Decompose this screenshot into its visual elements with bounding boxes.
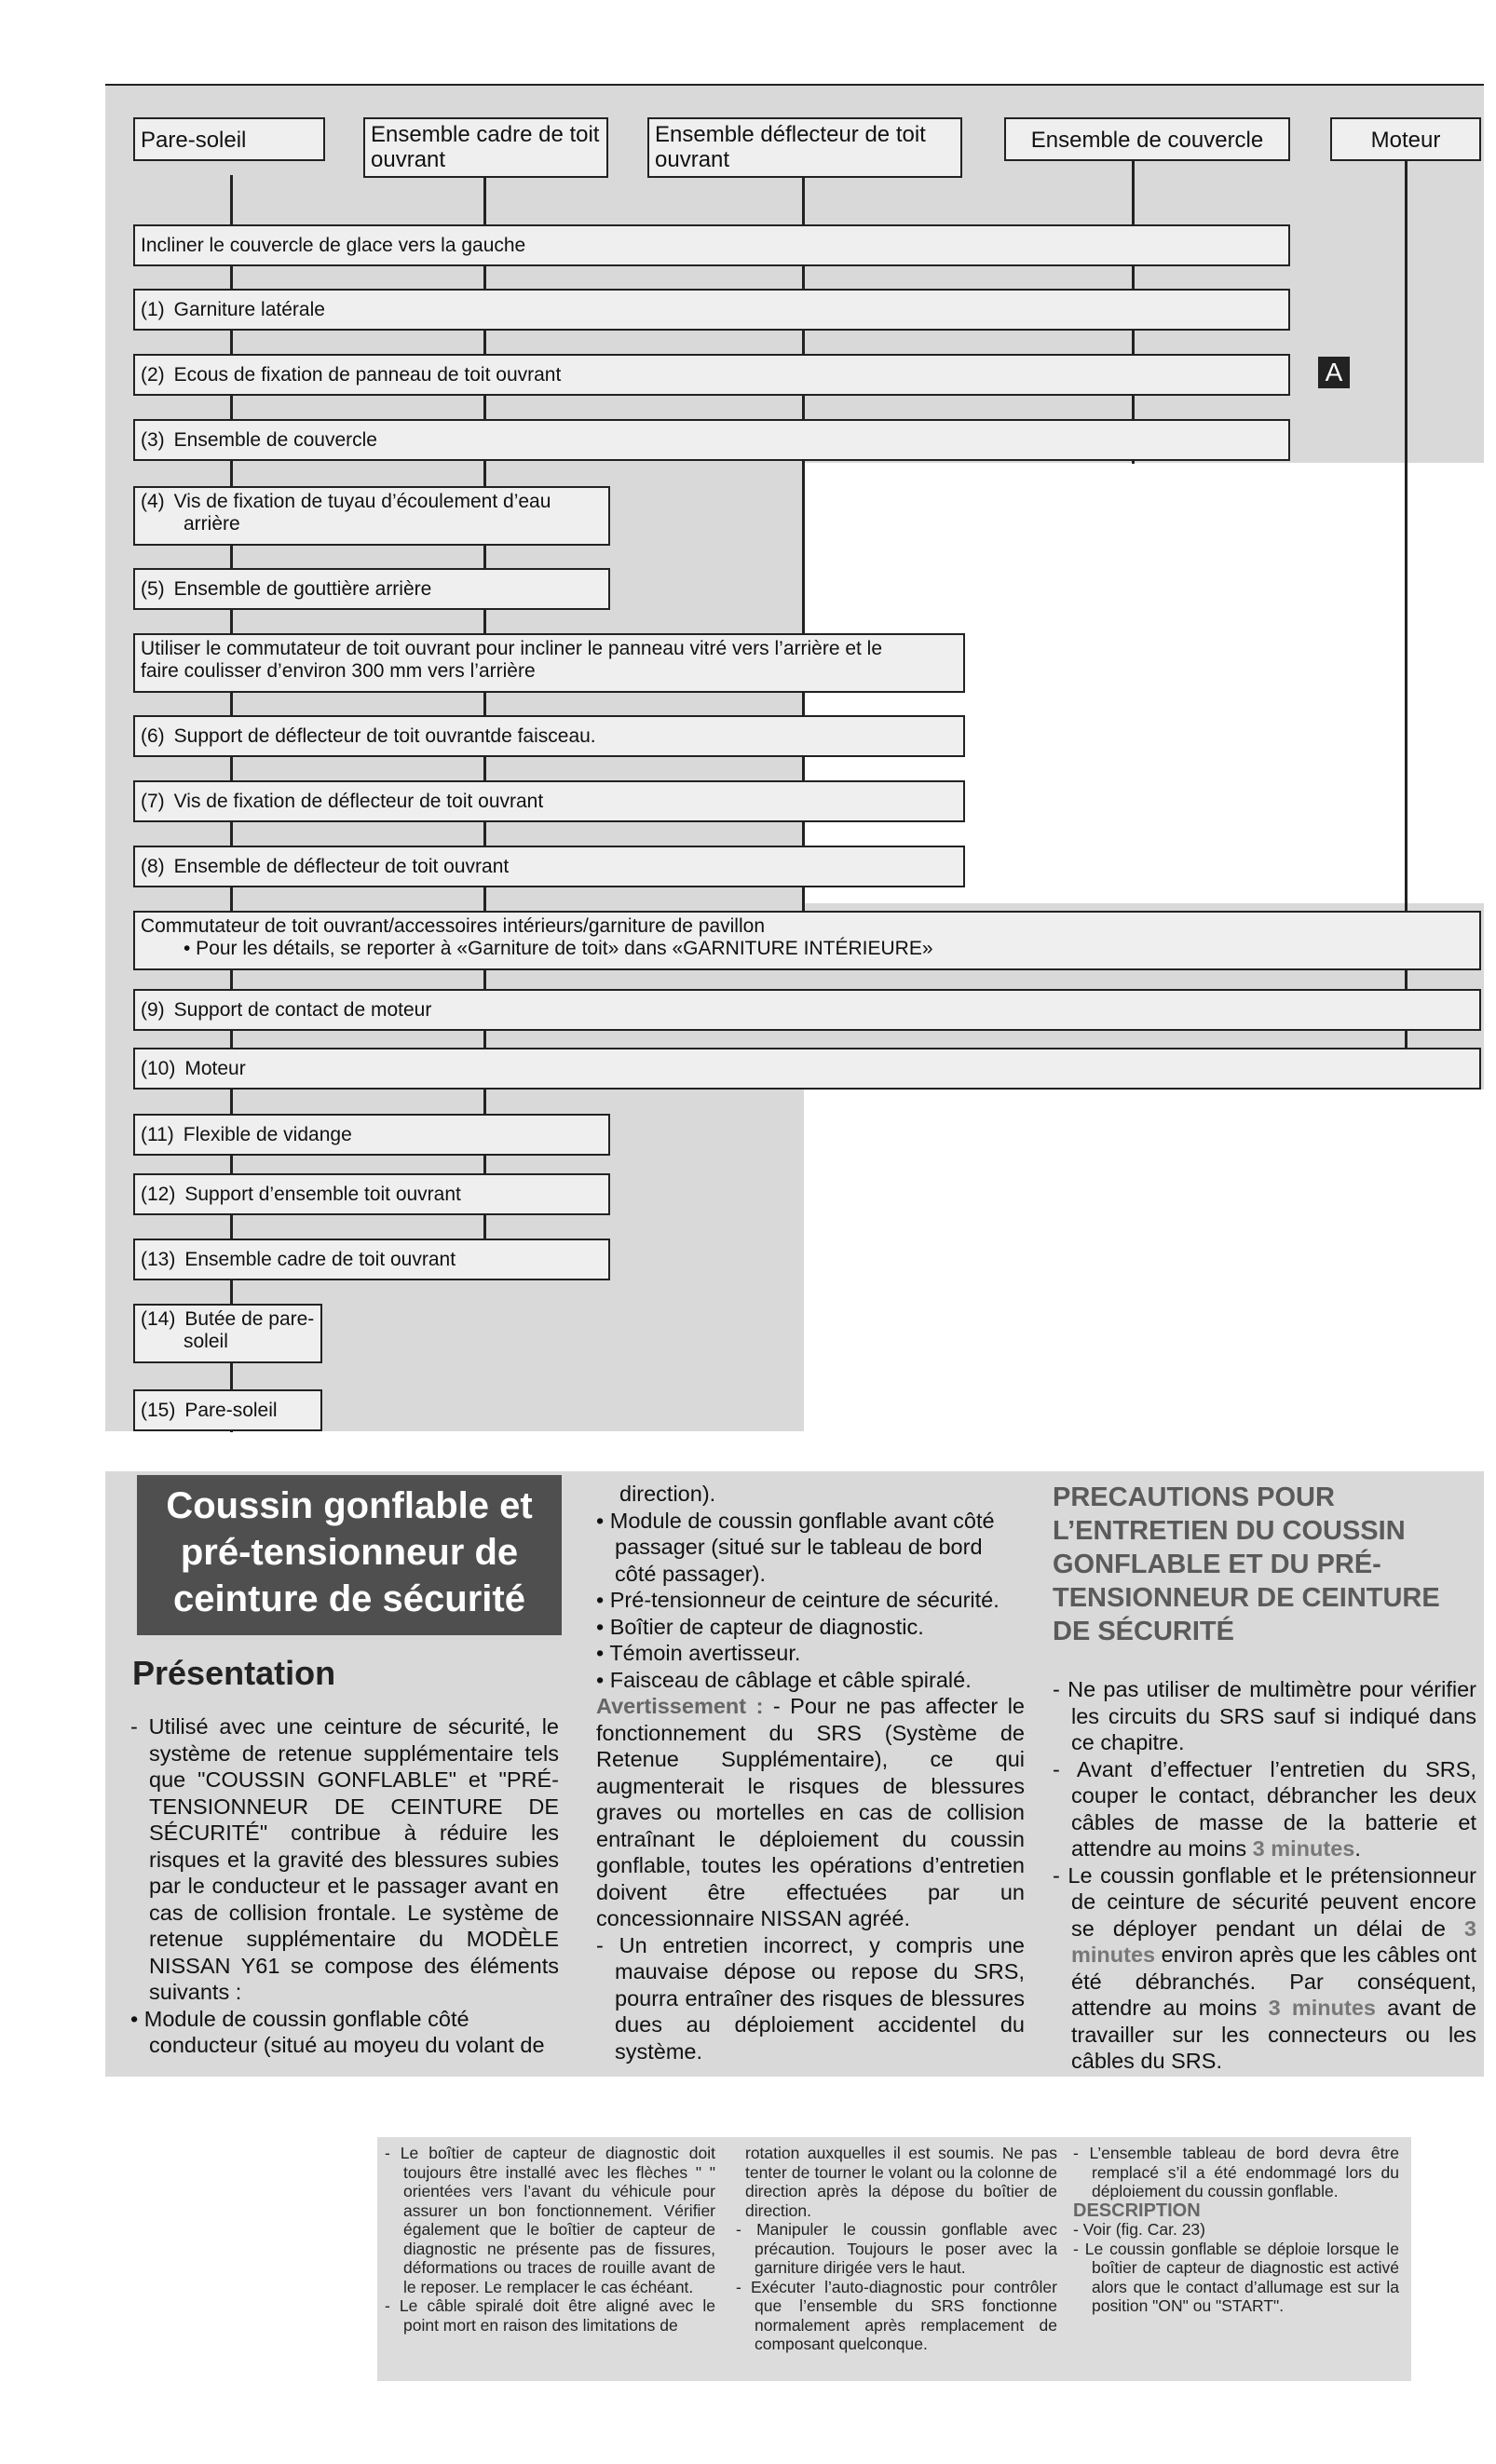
warning-label: Avertissement :: [596, 1694, 764, 1718]
precaution-3-highlight-2: 3 minutes: [1268, 1996, 1376, 2020]
step-4: [133, 486, 610, 546]
header-couvercle: Ensemble de couvercle: [1004, 117, 1290, 161]
step-5: [133, 568, 610, 610]
step-12: [133, 1173, 610, 1215]
step-14: [133, 1304, 322, 1363]
article-column-2: [596, 1481, 1025, 2065]
note-see-figure: - Voir (fig. Car. 23): [1073, 2220, 1205, 2239]
step-label: Support de contact de moteur: [173, 999, 432, 1021]
warning-paragraph: [596, 1693, 1025, 1932]
step-label: Flexible de vidange: [183, 1124, 352, 1145]
step-number: (5): [141, 578, 165, 600]
bullet-item: • Faisceau de câblage et câble spiralé.: [596, 1667, 972, 1692]
header-deflecteur: Ensemble déflecteur de toit ouvrant: [647, 117, 962, 178]
bullet-driver-airbag: • Module de coussin gonflable côté conducteur (situé au moyeu du volant de: [130, 2006, 545, 2057]
note-dashboard: - L’ensemble tableau de bord devra être remplacé s’il a été endommagé lors du déploiement du coussin gonflable.: [1073, 2144, 1399, 2200]
note-rotation: rotation auxquelles il est soumis. Ne pas tenter de tourner le volant ou la colonne de direction après la dépose du boîtier de direction.: [745, 2144, 1057, 2220]
step-number: (15): [141, 1400, 176, 1421]
step-2: [133, 354, 1290, 396]
precaution-3-text: - Le coussin gonflable et le prétensionneur de ceinture de sécurité peuvent encore se déployer pendant un délai de: [1053, 1862, 1476, 1941]
step-number: (3): [141, 429, 165, 451]
step-label: Vis de fixation de tuyau d’écoulement d’eau: [173, 491, 551, 512]
step-tilt: Incliner le couvercle de glace vers la gauche: [133, 224, 1290, 266]
article-title: Coussin gonflable et pré-tensionneur de ceinture de sécurité: [137, 1475, 562, 1635]
step-label: Ensemble de déflecteur de toit ouvrant: [173, 856, 510, 877]
warning-text: - Pour ne pas affecter le fonctionnement du SRS (Système de Retenue Supplémentaire), ce qui augmenterait le risques de blessures graves ou mortelles en cas de collision entraînant le déploiement du coussin gonflable, toutes les opérations d’entretien doivent être effectuées par un concessionnaire NISSAN agréé.: [596, 1694, 1026, 1930]
step-label: Ecous de fixation de panneau de toit ouvrant: [173, 364, 562, 386]
note-spiral-cable: - Le câble spiralé doit être aligné avec le point mort en raison des limitations de: [385, 2296, 715, 2335]
header-pare-soleil: Pare-soleil: [133, 117, 325, 161]
step-switch-line1: Commutateur de toit ouvrant/accessoires intérieurs/garniture de pavillon: [141, 915, 766, 937]
step-slide-line1: Utiliser le commutateur de toit ouvrant pour incliner le panneau vitré vers l’arrière et le: [141, 638, 883, 659]
step-switch-line2: • Pour les détails, se reporter à «Garniture de toit» dans «GARNITURE INTÉRIEURE»: [184, 938, 933, 959]
step-label: Support de déflecteur de toit ouvrantde faisceau.: [173, 725, 596, 747]
note-deployment: - Le coussin gonflable se déploie lorsque le boîtier de capteur de diagnostic est activé alors que le contact d’allumage est sur la position "ON" ou "START".: [1073, 2239, 1399, 2315]
precaution-2-text: - Avant d’effectuer l’entretien du SRS, couper le contact, débrancher les deux câbles de masse de la batterie et attendre au moins: [1053, 1756, 1476, 1861]
step-11: [133, 1114, 610, 1156]
step-number: (12): [141, 1184, 176, 1205]
section-marker-a: A: [1318, 357, 1350, 388]
step-label-cont: arrière: [184, 513, 240, 535]
step-number: (6): [141, 725, 165, 747]
presentation-heading: Présentation: [132, 1654, 336, 1692]
bullet-item: • Pré-tensionneur de ceinture de sécurité.: [596, 1588, 1000, 1612]
step-9: [133, 989, 1481, 1031]
bullet-item: • Témoin avertisseur.: [596, 1641, 801, 1665]
step-number: (4): [141, 491, 165, 512]
step-number: (13): [141, 1249, 176, 1270]
step-label: Garniture latérale: [173, 299, 325, 320]
step-number: (9): [141, 999, 165, 1021]
precaution-3-text-2: environ après que les câbles ont été débranchés. Par conséquent, attendre au moins: [1071, 1943, 1476, 2020]
precaution-2-highlight: 3 minutes: [1252, 1836, 1355, 1861]
step-label: Pare-soleil: [184, 1400, 278, 1421]
step-label-cont: soleil: [184, 1331, 228, 1352]
incorrect-service-paragraph: - Un entretien incorrect, y compris une mauvaise dépose ou repose du SRS, pourra entraîner des risques de blessures dues au déploiement accidentel du système.: [596, 1932, 1025, 2064]
intro-paragraph: - Utilisé avec une ceinture de sécurité, le système de retenue supplémentaire tels que "COUSSIN GONFLABLE" et "PRÉ-TENSIONNEUR DE CEINTURE DE SÉCURITÉ" contribue à réduire les risques et la gravité des blessures subies par le conducteur et le passager avant en cas de collision frontale. Le système de retenue supplémentaire du MODÈLE NISSAN Y61 se compose des éléments suivants :: [130, 1714, 559, 2004]
precaution-2-end: .: [1354, 1836, 1361, 1861]
step-label: Ensemble cadre de toit ouvrant: [184, 1249, 456, 1270]
description-heading: DESCRIPTION: [1073, 2200, 1201, 2221]
precautions-column: [1053, 1676, 1476, 2075]
step-3: [133, 419, 1290, 461]
column-2-continuation: direction).: [619, 1482, 716, 1506]
precaution-3-end: avant de travailler sur les connecteurs ou les câbles du SRS.: [1071, 1996, 1476, 2073]
step-label: Moteur: [184, 1058, 246, 1079]
note-self-diagnostic: - Exécuter l’auto-diagnostic pour contrôler que l’ensemble du SRS fonctionne normalement après remplacement de composant quelconque.: [736, 2277, 1057, 2353]
step-1: [133, 289, 1290, 331]
precautions-heading: PRECAUTIONS POUR L’ENTRETIEN DU COUSSIN GONFLABLE ET DU PRÉ-TENSIONNEUR DE CEINTURE DE SÉCURITÉ: [1053, 1482, 1440, 1646]
step-number: (11): [141, 1124, 174, 1145]
step-7: [133, 780, 965, 822]
step-number: (8): [141, 856, 165, 877]
step-8: [133, 846, 965, 887]
article-column-1: [130, 1713, 559, 2059]
precaution-3: [1053, 1862, 1476, 2075]
step-number: (7): [141, 791, 165, 812]
header-cadre-toit-ouvrant: Ensemble cadre de toit ouvrant: [363, 117, 608, 178]
step-number: (10): [141, 1058, 176, 1079]
step-label: Ensemble de couvercle: [173, 429, 377, 451]
bullet-item: • Module de coussin gonflable avant côté passager (situé sur le tableau de bord côté passager).: [596, 1508, 995, 1586]
step-label: Ensemble de gouttière arrière: [173, 578, 432, 600]
step-15: [133, 1389, 322, 1431]
step-slide-panel: [133, 633, 965, 693]
step-number: (1): [141, 299, 165, 320]
step-number: (2): [141, 364, 165, 386]
step-number: (14): [141, 1308, 176, 1330]
note-handle-airbag: - Manipuler le coussin gonflable avec précaution. Toujours le poser avec la garniture dirigée vers le haut.: [736, 2220, 1057, 2277]
notes-column-1: [385, 2144, 715, 2335]
step-label: Support d’ensemble toit ouvrant: [184, 1184, 461, 1205]
step-slide-line2: faire coulisser d’environ 300 mm vers l’arrière: [141, 660, 536, 682]
notes-column-2: [736, 2144, 1057, 2354]
step-13: [133, 1239, 610, 1280]
step-switch: [133, 911, 1481, 970]
notes-column-3: [1073, 2144, 1399, 2316]
step-label: Vis de fixation de déflecteur de toit ouvrant: [173, 791, 544, 812]
step-10: [133, 1048, 1481, 1090]
precaution-3-highlight: 3 minutes: [1071, 1916, 1476, 1967]
bullet-item: • Boîtier de capteur de diagnostic.: [596, 1614, 924, 1639]
precaution-1: - Ne pas utiliser de multimètre pour vérifier les circuits du SRS sauf si indiqué dans ce chapitre.: [1053, 1677, 1476, 1754]
note-sensor-orientation: - Le boîtier de capteur de diagnostic doit toujours être installé avec les flèches " " orientées vers l’avant du véhicule pour assurer un bon fonctionnement. Vérifier également que le boîtier de capteur de diagnostic ne présente pas de fissures, déformations ou traces de rouille avant de le reposer. Le remplacer le cas échéant.: [385, 2144, 715, 2296]
step-6: [133, 715, 965, 757]
header-moteur: Moteur: [1330, 117, 1481, 161]
top-rule: [105, 84, 1484, 86]
precaution-2: [1053, 1756, 1476, 1862]
step-label: Butée de pare-: [184, 1308, 315, 1330]
